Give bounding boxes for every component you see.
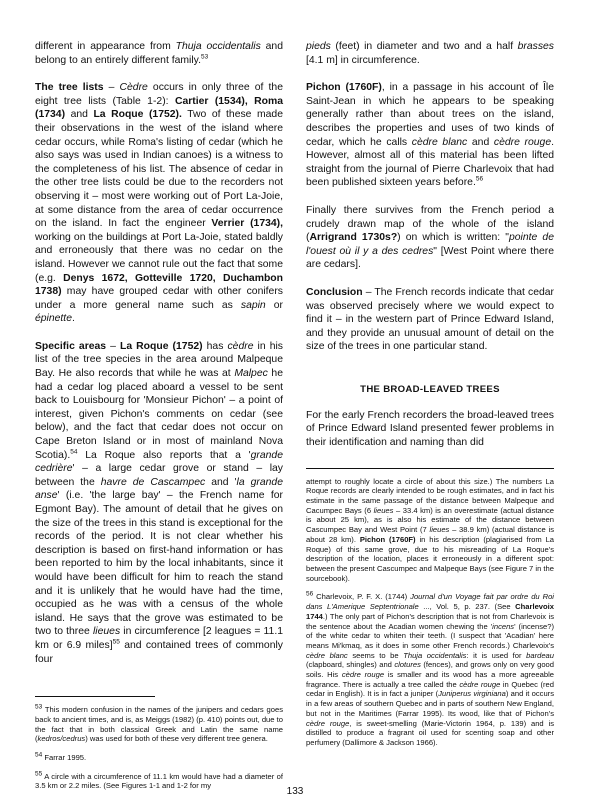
page-number: 133 (286, 786, 304, 797)
paragraph-map: Finally there survives from the French period a crudely drawn map of the whole of the island (Arrigrand 1730s?) on which is written: "pointe de l'ouest où il y a des cedres" [West Point where there are cedars]. (306, 204, 554, 271)
section-heading: THE BROAD-LEAVED TREES (360, 383, 500, 395)
left-column (35, 40, 283, 800)
footnote-53: $^{53}$ This modern confusion in the names of the junipers and cedars goes back to ancient times, and is, as Meiggs (1982) (p. 410) points out, due to the fact that in both classical Greek and Latin the same name (kedros/cedrus) was used for both of these very different tree genera. (35, 703, 283, 744)
footnote-54: $^{54}$ Farrar 1995. (35, 751, 87, 762)
footnote-ref-56: 56 (475, 175, 484, 183)
paragraph-specific-areas: Specific areas – La Roque (1752) has cèdre in his list of the tree species in the area around Malpeque Bay. He also records that while he was at Malpec he had a cedar log placed aboard a vessel to be sent back to Louisbourg for 'Monsieur Pichon' – a point of interest, given Pichon's comments on cedar (see below), and the fact that cedar does not occur on Cape Breton Island or in most of mainland Nova Scotia).$^{54}$ La Roque also reports that a 'grande cedrière' – a large cedar grove or stand – lay between the havre de Cascampec and 'la grande anse' (i.e. 'the large bay' – the French name for Egmont Bay). The amount of detail that he gives on the size of the trees in this stand is exceptional for the records of the period. It is not clear whether his description is based on first-hand information or has been reported to him by the local inhabitants, since it would have been difficult for him to reach the stand and it is unlikely that he would have had the time, occupied as he was with a census of the whole island. He says that the grove was estimated to be two to three lieues in circumference [2 leagues = 11.1 km or 6.9 miles]$^{55}$ and contained trees of commonly four (35, 340, 283, 665)
section-lead: The tree lists (35, 82, 104, 94)
paragraph-pichon: Pichon (1760F), in a passage in his account of Île Saint-Jean in which he appears to be speaking generally rather than about trees on the island, describes the properties and uses of two kinds of cedar, which he calls cèdre blanc and cèdre rouge. However, almost all of this material has been lifted straight from the journal of Pierre Charlevoix that had been published sixteen years before.$^{56}$ (306, 82, 554, 189)
paragraph-tree-lists: The tree lists – Cèdre occurs in only three of the eight tree lists (Table 1-2): Cartier (1534), Roma (1734) and La Roque (1752). Two of these made their observations in the west of the island where cedar occurs, while Roma's listing of cedar (which he also says was used in Indian canoes) is a witness to the completeness of his list. The absence of cedar in the other tree lists could be due to the recorders not observing it – most were working out of Port La-Joie, at some distance from the area of cedar occurrence on the island. In fact the engineer Verrier (1734), working on the buildings at Port La-Joie, stated baldly and erroneously that there was no cedar on the island. However we cannot rule out the fact that some (e.g. Denys 1672, Gotteville 1720, Duchambon 1738) may have grouped cedar with other conifers under a more general name such as sapin or épinette. (35, 82, 284, 325)
footnote-ref-53: 53 (200, 53, 209, 61)
paragraph-thuja-end: different in appearance from Thuja occidentalis and belong to an entirely different family.$^{53}$ (35, 41, 283, 66)
section-lead: Specific areas (35, 340, 107, 352)
right-column (306, 40, 554, 757)
footnote-56: $^{56}$ Charlevoix, P. F. X. (1744) Journal d'un Voyage fait par ordre du Roi dans L'Amerique Septentrionale ..., Vol. 5, p. 237. (See Charlevoix 1744.) The only part of Pichon's description that is not from Charlevoix is the sentence about the Acadian women chewing the 'incens' (incense?) of the white cedar to whiten their teeth. (I suspect that 'Acadian' here means Mi'kmaq, as it does in some other French records.) Charlevoix's cèdre blanc seems to be Thuja occidentalis: it is used for bardeau (clapboard, shingles) and clotures (fences), and grows only on very good soils. His cèdre rouge is smaller and its wood has a more agreeable fragrance. There is actually a tree called the cèdre rouge in Quebec (red cedar in English). It is in fact a juniper (Juniperus virginiana) and it occurs in a few areas of southern Quebec and in parts of southern New England, but not in the Maritimes (Farrar 1995). Its wood, like that of Pichon's cèdre rouge, is sweet-smelling (Marie-Victorin 1964, p. 139) and is distilled to produce a fragrant oil used for scenting soap and other perfumery (Dallimore & Jackson 1966). (306, 590, 554, 747)
paragraph-broad-leaved: For the early French recorders the broad-leaved trees of Prince Edward Island presented fewer problems in their identification and naming than did (306, 409, 554, 449)
paragraph-conclusion: Conclusion – The French records indicate that cedar was observed precisely where we would expect to find it – in the western part of Prince Edward Island, and they provide an unusual amount of detail on the size of the trees in one particular stand. (306, 286, 554, 353)
footnote-divider (35, 696, 155, 697)
paragraph-pieds: pieds (feet) in diameter and two and a half brasses [4.1 m] in circumference. (306, 41, 554, 66)
footnote-divider (306, 468, 554, 469)
footnote-ref-54: 54 (70, 448, 78, 456)
footnote-ref-55: 55 (112, 638, 120, 646)
footnote-55: $^{55}$ A circle with a circumference of 11.1 km would have had a diameter of 3.5 km or 2.2 miles. (See Figures 1-1 and 1-2 for my (35, 770, 283, 791)
footnote-55-continued: attempt to roughly locate a circle of about this size.) The numbers La Roque records are clearly intended to be rough estimates, and in fact his estimate in the same passage of the distance between Malpeque and Cacumpec Bays (6 lieues – 33.4 km) is an overestimate (actual distance is about 25 km), as is also his estimate of the distance between Cascumpec Bay and West Point (7 lieues – 38.9 km) (actual distance is about 28 km). Pichon (1760F) in his description (plagiarised from La Roque) of this same grove, due to his misreading of La Roque's description of the location, places it erroneously in a different spot: between the present Cascumpec and Malpeque Bays (see Figure 7 in the sourcebook). (306, 476, 555, 583)
section-lead: Conclusion (306, 286, 363, 298)
